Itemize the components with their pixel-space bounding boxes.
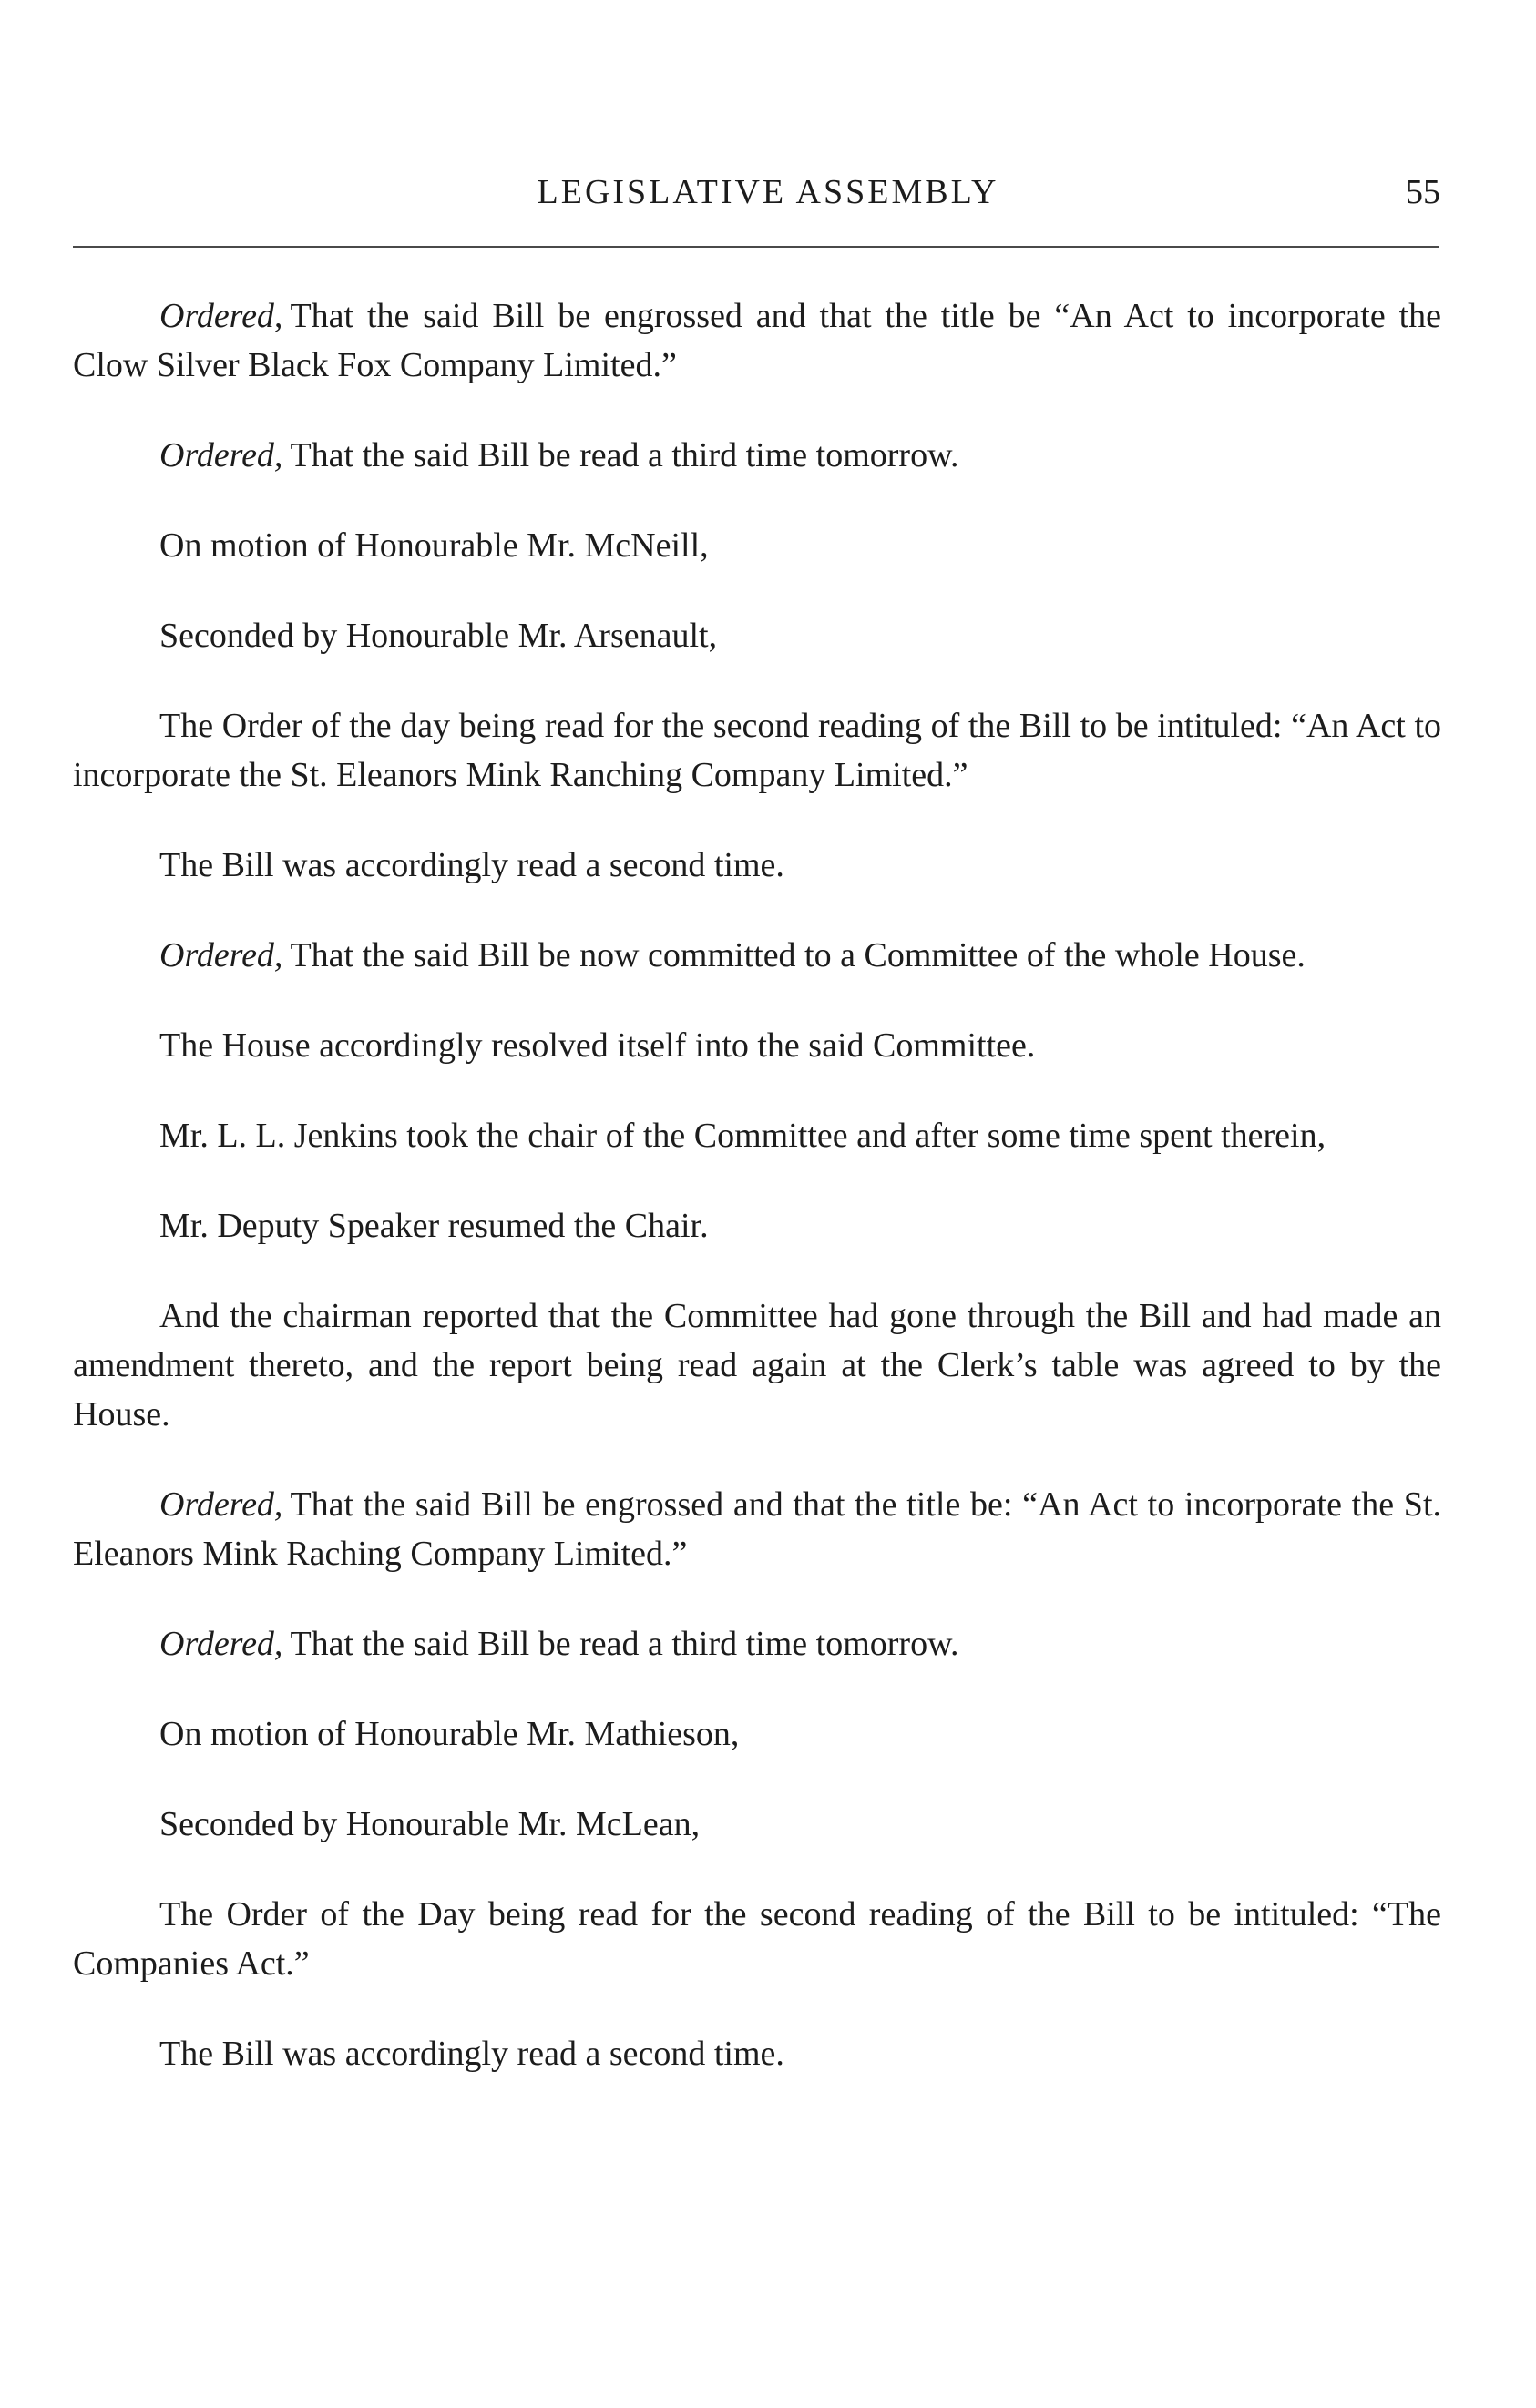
paragraph (73, 1111, 1441, 1160)
paragraph-text: Seconded by Honourable Mr. Arsenault, (159, 617, 718, 655)
paragraph (73, 291, 1441, 390)
paragraph-text: That the said Bill be read a third time tomorrow. (290, 1625, 959, 1663)
paragraph-text: The Bill was accordingly read a second time. (159, 2035, 784, 2073)
paragraph (73, 1201, 1441, 1250)
paragraph-lead: Ordered, (159, 436, 283, 474)
paragraph-text: Mr. Deputy Speaker resumed the Chair. (159, 1207, 709, 1245)
paragraph (73, 2029, 1441, 2078)
paragraph-text: And the chairman reported that the Committee had gone through the Bill and had made an amendment thereto, and the report being read again at the Clerk’s table was agreed to by the House. (73, 1297, 1441, 1434)
paragraph (73, 1291, 1441, 1439)
paragraph (73, 1619, 1441, 1668)
paragraph-text: On motion of Honourable Mr. Mathieson, (159, 1715, 740, 1753)
paragraph-text: The House accordingly resolved itself into the said Committee. (159, 1026, 1036, 1065)
paragraph-text: On motion of Honourable Mr. McNeill, (159, 526, 709, 565)
paragraph-lead: Ordered, (159, 1485, 283, 1524)
paragraph-text: That the said Bill be engrossed and that the title be “An Act to incorporate the Clow Silver Black Fox Company Limited.” (73, 297, 1441, 384)
paragraph (73, 521, 1441, 570)
header-rule (73, 246, 1439, 248)
paragraph-text: That the said Bill be engrossed and that the title be: “An Act to incorporate the St. Eleanors Mink Raching Company Limited.” (73, 1485, 1441, 1573)
paragraph-text: The Order of the Day being read for the second reading of the Bill to be intituled: “The Companies Act.” (73, 1895, 1441, 1983)
journal-body (73, 291, 1441, 2119)
running-header-title: LEGISLATIVE ASSEMBLY (537, 173, 999, 211)
paragraph-text: The Bill was accordingly read a second time. (159, 846, 784, 884)
paragraph-text: That the said Bill be now committed to a Committee of the whole House. (290, 936, 1306, 974)
paragraph (73, 1480, 1441, 1578)
paragraph-text: That the said Bill be read a third time tomorrow. (290, 436, 959, 474)
paragraph (73, 1021, 1441, 1070)
paragraph (73, 1890, 1441, 1988)
paragraph-text: Seconded by Honourable Mr. McLean, (159, 1805, 701, 1843)
paragraph (73, 1800, 1441, 1849)
paragraph (73, 1709, 1441, 1759)
paragraph (73, 841, 1441, 890)
paragraph-lead: Ordered, (159, 936, 283, 974)
paragraph-text: The Order of the day being read for the second reading of the Bill to be intituled: “An Act to incorporate the St. Eleanors Mink Ranching Company Limited.” (73, 707, 1441, 794)
paragraph-text: Mr. L. L. Jenkins took the chair of the Committee and after some time spent therein, (159, 1117, 1326, 1155)
page-number: 55 (1406, 173, 1440, 211)
paragraph (73, 611, 1441, 660)
paragraph-lead: Ordered, (159, 297, 283, 335)
paragraph (73, 701, 1441, 800)
paragraph-lead: Ordered, (159, 1625, 283, 1663)
paragraph (73, 931, 1441, 980)
paragraph (73, 431, 1441, 480)
